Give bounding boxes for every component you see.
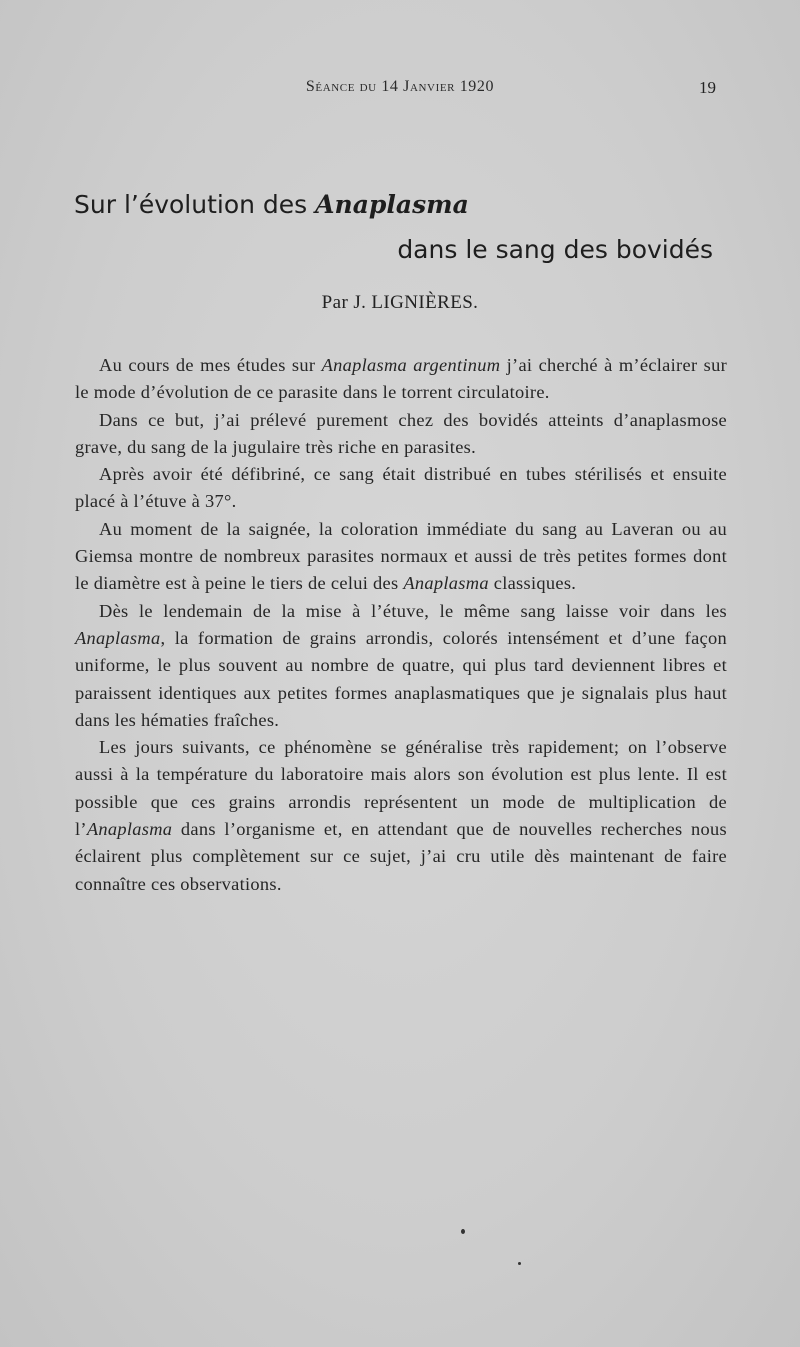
title-text: Sur l’évolution des: [74, 190, 316, 219]
paragraph-text: Au cours de mes études sur: [99, 355, 322, 375]
ink-speck: [518, 1262, 521, 1265]
title-genus-name: Anaplasma: [315, 190, 469, 219]
genus-name: Anaplasma: [86, 819, 173, 840]
paragraph-text: j’ai cherché à m’éclairer sur le mode d’évolution de ce parasite dans le torrent circulatoire.: [75, 355, 727, 403]
paragraph-text: , la formation de grains arrondis, colorés intensément et d’une façon uniforme, le plus souvent au nombre de quatre, qui plus tard deviennent libres et paraissent identiques aux petites formes anaplasmatiques que je signalais plus haut dans les hématies fraîches.: [75, 627, 727, 730]
article-title-line-2: dans le sang des bovidés: [397, 235, 713, 264]
paragraph: [75, 598, 727, 734]
paragraph: [75, 516, 727, 598]
paragraph-text: Dès le lendemain de la mise à l’étuve, le même sang laisse voir dans les: [99, 600, 727, 621]
article-title-line-1: [74, 188, 724, 222]
article-title: [74, 188, 724, 267]
paragraph: [75, 461, 727, 516]
article-body: [75, 352, 727, 898]
page-number: 19: [699, 78, 716, 97]
paragraph-text: Après avoir été défibriné, ce sang était distribué en tubes stérilisés et ensuite placé à l’étuve à 37°.: [75, 464, 727, 512]
genus-name: Anaplasma: [75, 627, 161, 648]
paragraph: [75, 352, 727, 407]
paragraph-text: classiques.: [488, 573, 577, 594]
paragraph: [75, 407, 727, 462]
ink-speck: [461, 1229, 465, 1234]
paragraph: [75, 734, 727, 898]
paragraph-text: Dans ce but, j’ai prélevé purement chez des bovidés atteints d’anaplasmose grave, du sang de la jugulaire très riche en parasites.: [75, 409, 727, 457]
running-title: Séance du 14 Janvier 1920: [305, 78, 495, 95]
author-byline: Par J. LIGNIÈRES.: [321, 292, 479, 313]
species-name: Anaplasma argentinum: [321, 355, 501, 375]
paragraph-text: Les jours suivants, ce phénomène se généralise très rapidement; on l’observe aussi à la température du laboratoire mais alors son évolution est plus lente. Il est possible que ces grains arrondis représentent un mode de multiplication de l’: [75, 737, 727, 840]
genus-name: Anaplasma: [403, 573, 489, 594]
running-header: [0, 78, 800, 102]
paragraph-text: dans l’organisme et, en attendant que de nouvelles recherches nous éclairent plus complètement sur ce sujet, j’ai cru utile dès maintenant de faire connaître ces observations.: [75, 819, 727, 894]
paragraph-text: Au moment de la saignée, la coloration immédiate du sang au Laveran ou au Giemsa montre de nombreux parasites normaux et aussi de très petites formes dont le diamètre est à peine le tiers de celui des: [75, 518, 727, 594]
